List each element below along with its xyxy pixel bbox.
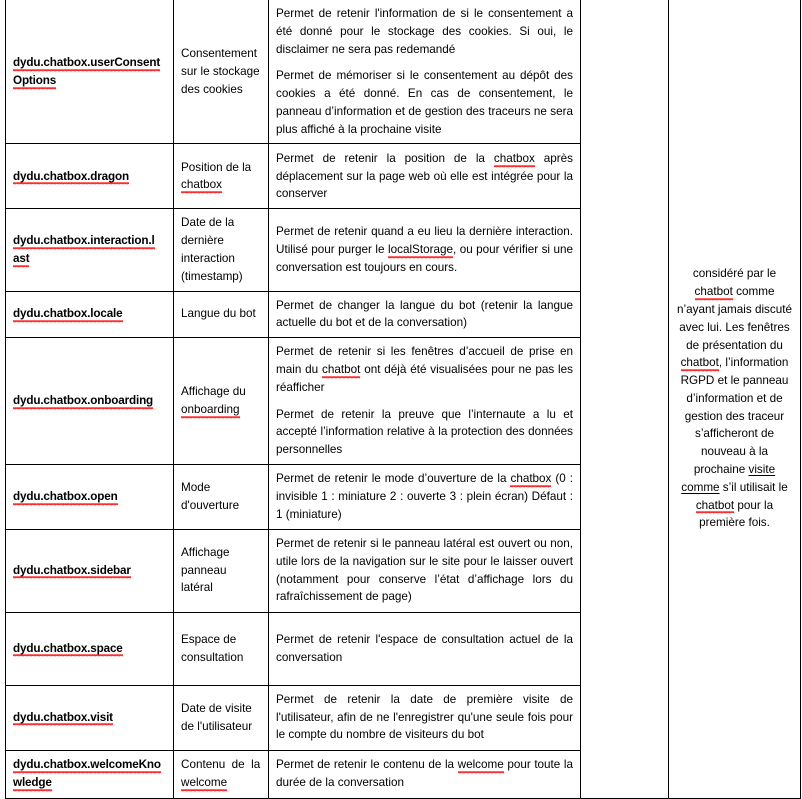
- variable-key-cell: [6, 144, 174, 209]
- variable-key-text: dydu.chatbox.onboarding: [13, 392, 153, 410]
- underlined-phrase: visite comme: [681, 462, 776, 494]
- variable-description-cell: [269, 291, 581, 338]
- variable-key-line-2: Options: [13, 72, 56, 90]
- variable-label-cell: Langue du bot: [174, 291, 269, 338]
- variable-key-text: dydu.chatbox.space: [13, 640, 123, 658]
- variable-label-cell: Date de la dernière interaction (timestamp): [174, 209, 269, 291]
- variable-description-cell: [269, 750, 581, 798]
- variable-label-cell: Contenu de la welcome: [174, 750, 269, 798]
- variable-key-text: dydu.chatbox.open: [13, 488, 118, 506]
- variable-label-cell: Espace de consultation: [174, 612, 269, 685]
- spellcheck-word: localStorage: [388, 241, 453, 259]
- spellcheck-word: chatbot: [696, 497, 734, 515]
- spellcheck-word: onboarding: [181, 401, 240, 419]
- variable-key-cell: [6, 338, 174, 465]
- description-paragraph: Permet de retenir l'information de si le consentement a été donné pour le stockage des cookies. Si oui, le disclaimer ne sera pas redemandé: [276, 7, 573, 56]
- variables-specification-table: [5, 0, 801, 799]
- variable-key-line-1: dydu.chatbox.welcomeKno: [13, 756, 161, 774]
- variable-key-cell: [6, 291, 174, 338]
- description-paragraph: Permet de retenir si les fenêtres d’accueil de prise en main du chatbot ont déjà été visualisées pour ne pas les réafficher: [276, 345, 573, 394]
- note-column-cell: [669, 0, 801, 798]
- variable-key-line-2: wledge: [13, 774, 52, 792]
- variable-description-cell: [269, 338, 581, 465]
- variable-description-cell: [269, 612, 581, 685]
- description-paragraph: Permet de retenir l'espace de consultation actuel de la conversation: [276, 632, 573, 664]
- description-paragraph: Permet de retenir la preuve que l’internaute a lu et accepté l’information relative à la protection des données personnelles: [276, 407, 573, 457]
- variable-key-text: dydu.chatbox.dragon: [13, 168, 129, 186]
- spellcheck-word: chatbox: [494, 150, 535, 168]
- note-text: considéré par le chatbot comme n’ayant jamais discuté avec lui. Les fenêtres de présentation du chatbot, l’information RGPD et le panneau d’information et de gestion des traceur s’afficheront de nouveau à la prochaine visite comme s’il utilisait le chatbot pour la première fois.: [677, 267, 792, 530]
- variable-description-cell: [269, 209, 581, 291]
- table-row: [6, 0, 801, 144]
- variable-description-cell: [269, 529, 581, 612]
- description-paragraph: Permet de retenir la date de première visite de l'utilisateur, afin de ne l'enregistrer qu'une seule fois pour le compte du nombre de visiteurs du bot: [276, 692, 573, 742]
- variable-key-text: dydu.chatbox.locale: [13, 305, 123, 323]
- variable-description-cell: [269, 465, 581, 529]
- variable-key-text: dydu.chatbox.visit: [13, 709, 113, 727]
- description-paragraph: Permet de retenir si le panneau latéral est ouvert ou non, utile lors de la navigation sur le site pour le laisser ouvert (notamment pour conserve l’état d’affichage lors du rafraîchissement de page): [276, 536, 573, 604]
- variable-key-cell: [6, 685, 174, 750]
- variable-description-cell: [269, 685, 581, 750]
- variable-key-cell: [6, 612, 174, 685]
- description-paragraph: Permet de changer la langue du bot (retenir la langue actuelle du bot et de la conversation): [276, 298, 573, 330]
- variable-label-cell: Mode d'ouverture: [174, 465, 269, 529]
- spellcheck-word: chatbot: [322, 361, 360, 379]
- empty-column-cell: [581, 0, 669, 798]
- variable-key-cell: [6, 529, 174, 612]
- spellcheck-word: welcome: [458, 756, 504, 774]
- variable-key-line-1: dydu.chatbox.userConsent: [13, 54, 160, 72]
- description-paragraph: Permet de retenir quand a eu lieu la dernière interaction. Utilisé pour purger le localStorage, ou pour vérifier si une conversation est toujours en cours.: [276, 225, 573, 274]
- spellcheck-word: chatbox: [181, 176, 222, 194]
- variable-key-cell: [6, 465, 174, 529]
- variable-key-text: dydu.chatbox.sidebar: [13, 562, 131, 580]
- spellcheck-word: welcome: [181, 774, 227, 792]
- variable-description-cell: [269, 144, 581, 209]
- spellcheck-word: chatbox: [510, 470, 551, 488]
- variable-key-line-2: ast: [13, 250, 29, 268]
- variable-key-cell: [6, 0, 174, 144]
- variable-label-cell: Date de visite de l'utilisateur: [174, 685, 269, 750]
- description-paragraph: Permet de retenir le contenu de la welcome pour toute la durée de la conversation: [276, 758, 573, 789]
- spellcheck-word: chatbot: [681, 354, 719, 372]
- description-paragraph: Permet de retenir la position de la chatbox après déplacement sur la page web où elle est intégrée pour la conserver: [276, 151, 573, 201]
- variable-key-line-1: dydu.chatbox.interaction.l: [13, 232, 155, 250]
- variable-description-cell: [269, 0, 581, 144]
- variable-label-cell: Position de la chatbox: [174, 144, 269, 209]
- variable-key-cell: [6, 209, 174, 291]
- variable-key-cell: [6, 750, 174, 798]
- description-paragraph: Permet de mémoriser si le consentement au dépôt des cookies a été donné. En cas de consentement, le panneau d’information et de gestion des traceurs ne sera plus affiché à la prochaine visite: [276, 69, 573, 136]
- description-paragraph: Permet de retenir le mode d’ouverture de la chatbox (0 : invisible 1 : miniature 2 : ouverte 3 : plein écran) Défaut : 1 (miniature): [276, 472, 573, 521]
- variable-label-cell: Affichage du onboarding: [174, 338, 269, 465]
- variable-label-cell: Consentement sur le stockage des cookies: [174, 0, 269, 144]
- spellcheck-word: chatbot: [695, 283, 733, 301]
- variable-label-cell: Affichage panneau latéral: [174, 529, 269, 612]
